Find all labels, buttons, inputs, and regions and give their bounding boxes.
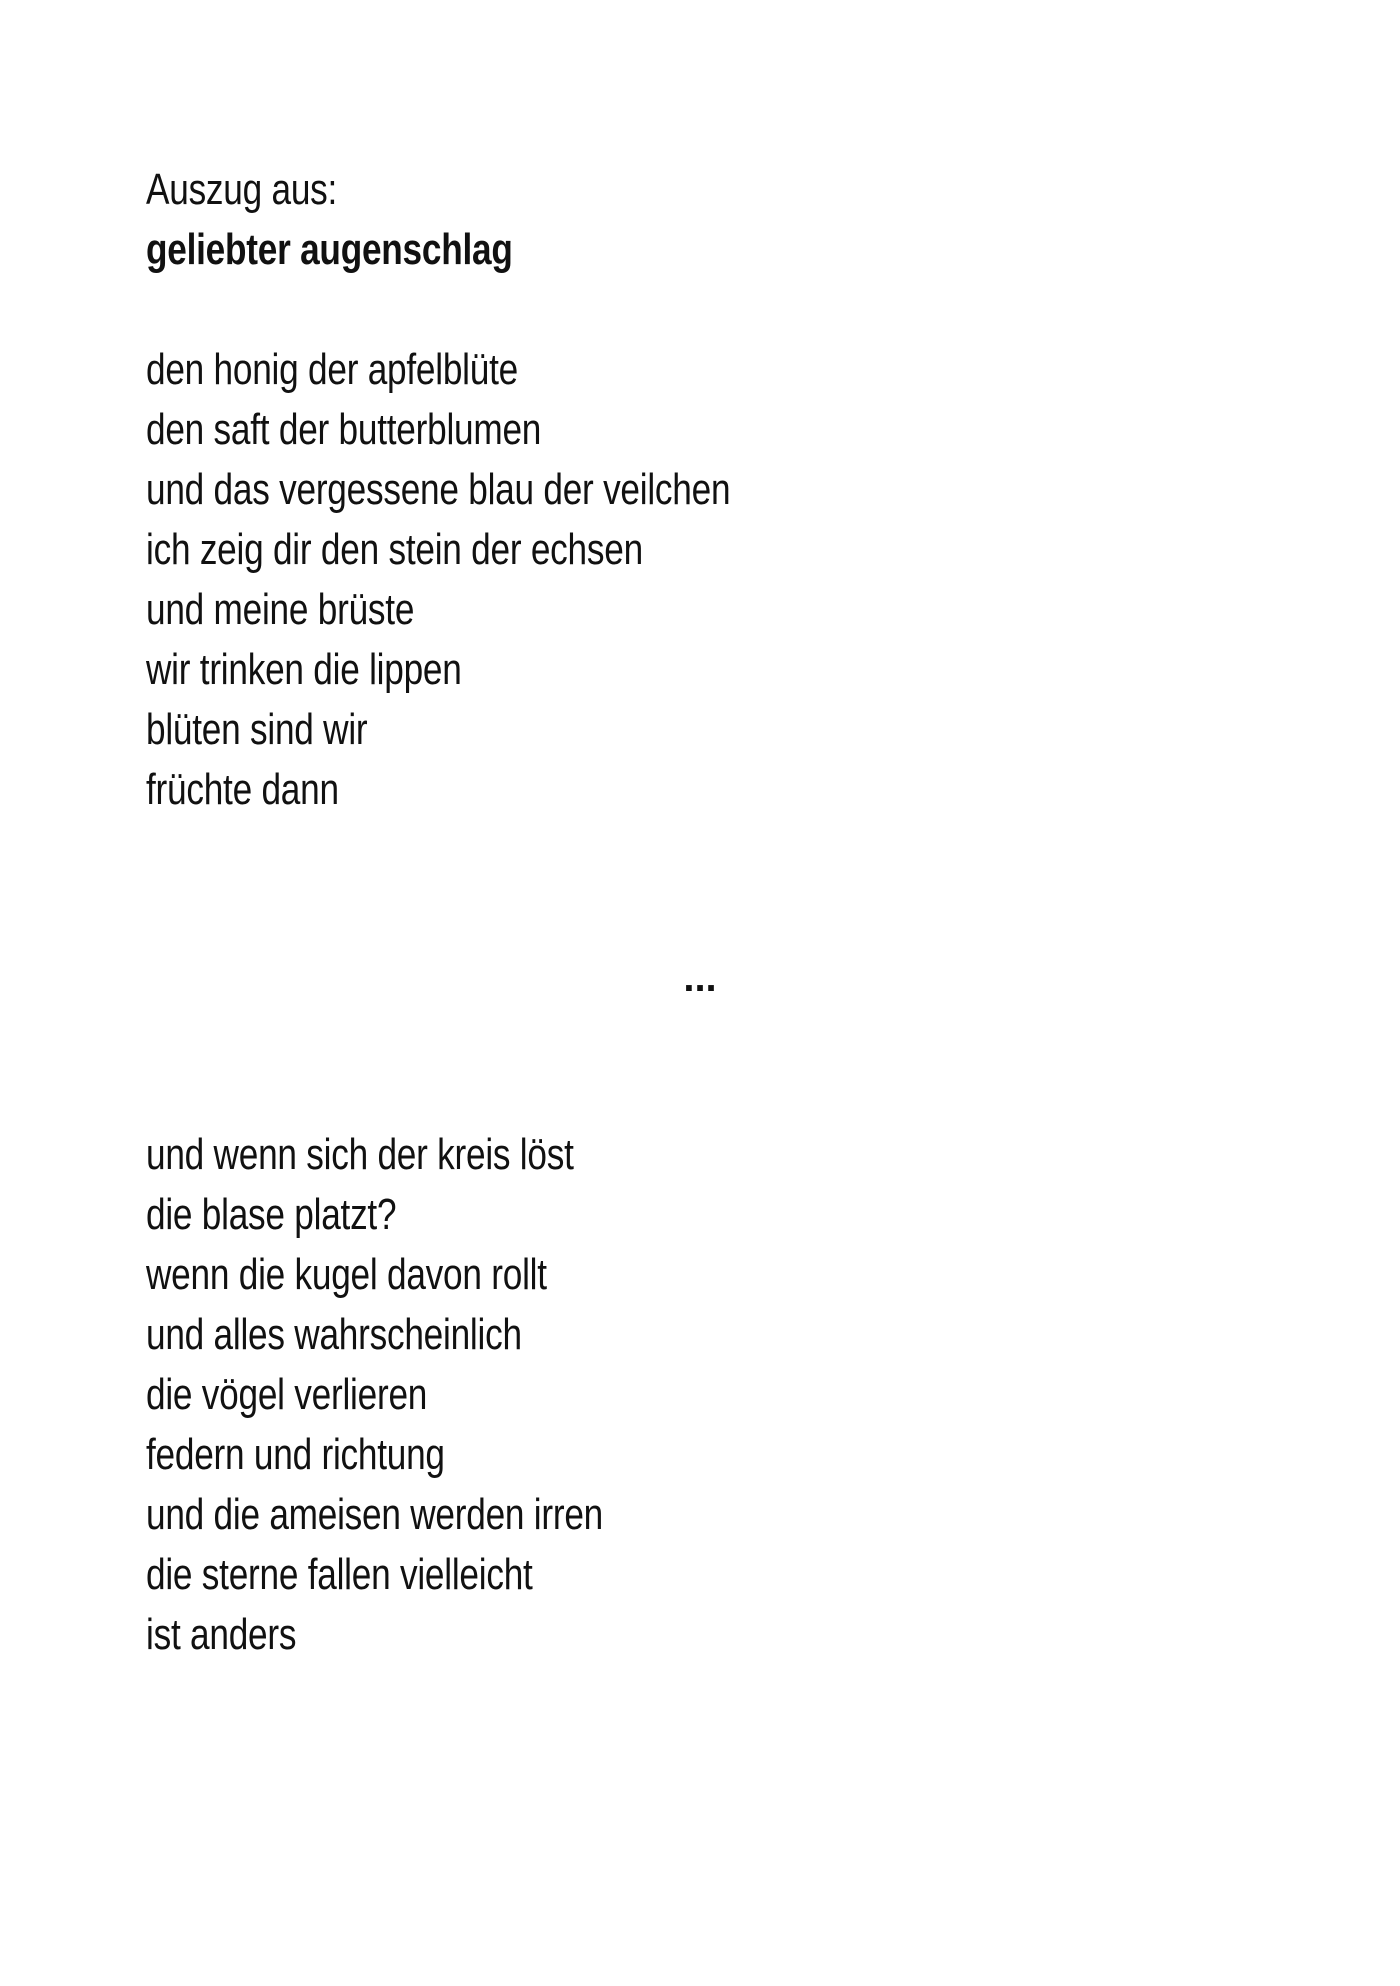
poem-title: geliebter augenschlag	[146, 225, 513, 274]
poem-line: und alles wahrscheinlich	[146, 1310, 522, 1359]
poem-line: ist anders	[146, 1610, 297, 1659]
poem-line: die vögel verlieren	[146, 1370, 428, 1419]
poem-line: und meine brüste	[146, 585, 415, 634]
poem-line: wir trinken die lippen	[146, 645, 462, 694]
poem-line: federn und richtung	[146, 1430, 445, 1479]
excerpt-prefix: Auszug aus:	[146, 165, 338, 214]
poem-line: wenn die kugel davon rollt	[146, 1250, 547, 1299]
poem-line: früchte dann	[146, 765, 339, 814]
stanza-1	[146, 340, 1146, 820]
poem-line: die sterne fallen vielleicht	[146, 1550, 533, 1599]
poem-line: den honig der apfelblüte	[146, 345, 518, 394]
section-separator: ...	[683, 956, 717, 1000]
poem-line: die blase platzt?	[146, 1190, 397, 1239]
poem-header-and-first-stanza	[146, 160, 1146, 820]
poem-line: blüten sind wir	[146, 705, 368, 754]
poem-line: und das vergessene blau der veilchen	[146, 465, 731, 514]
poem-line: ich zeig dir den stein der echsen	[146, 525, 643, 574]
stanza-2	[146, 1125, 1146, 1665]
poem-line: und die ameisen werden irren	[146, 1490, 604, 1539]
poem-line: und wenn sich der kreis löst	[146, 1130, 574, 1179]
poem-line: den saft der butterblumen	[146, 405, 542, 454]
